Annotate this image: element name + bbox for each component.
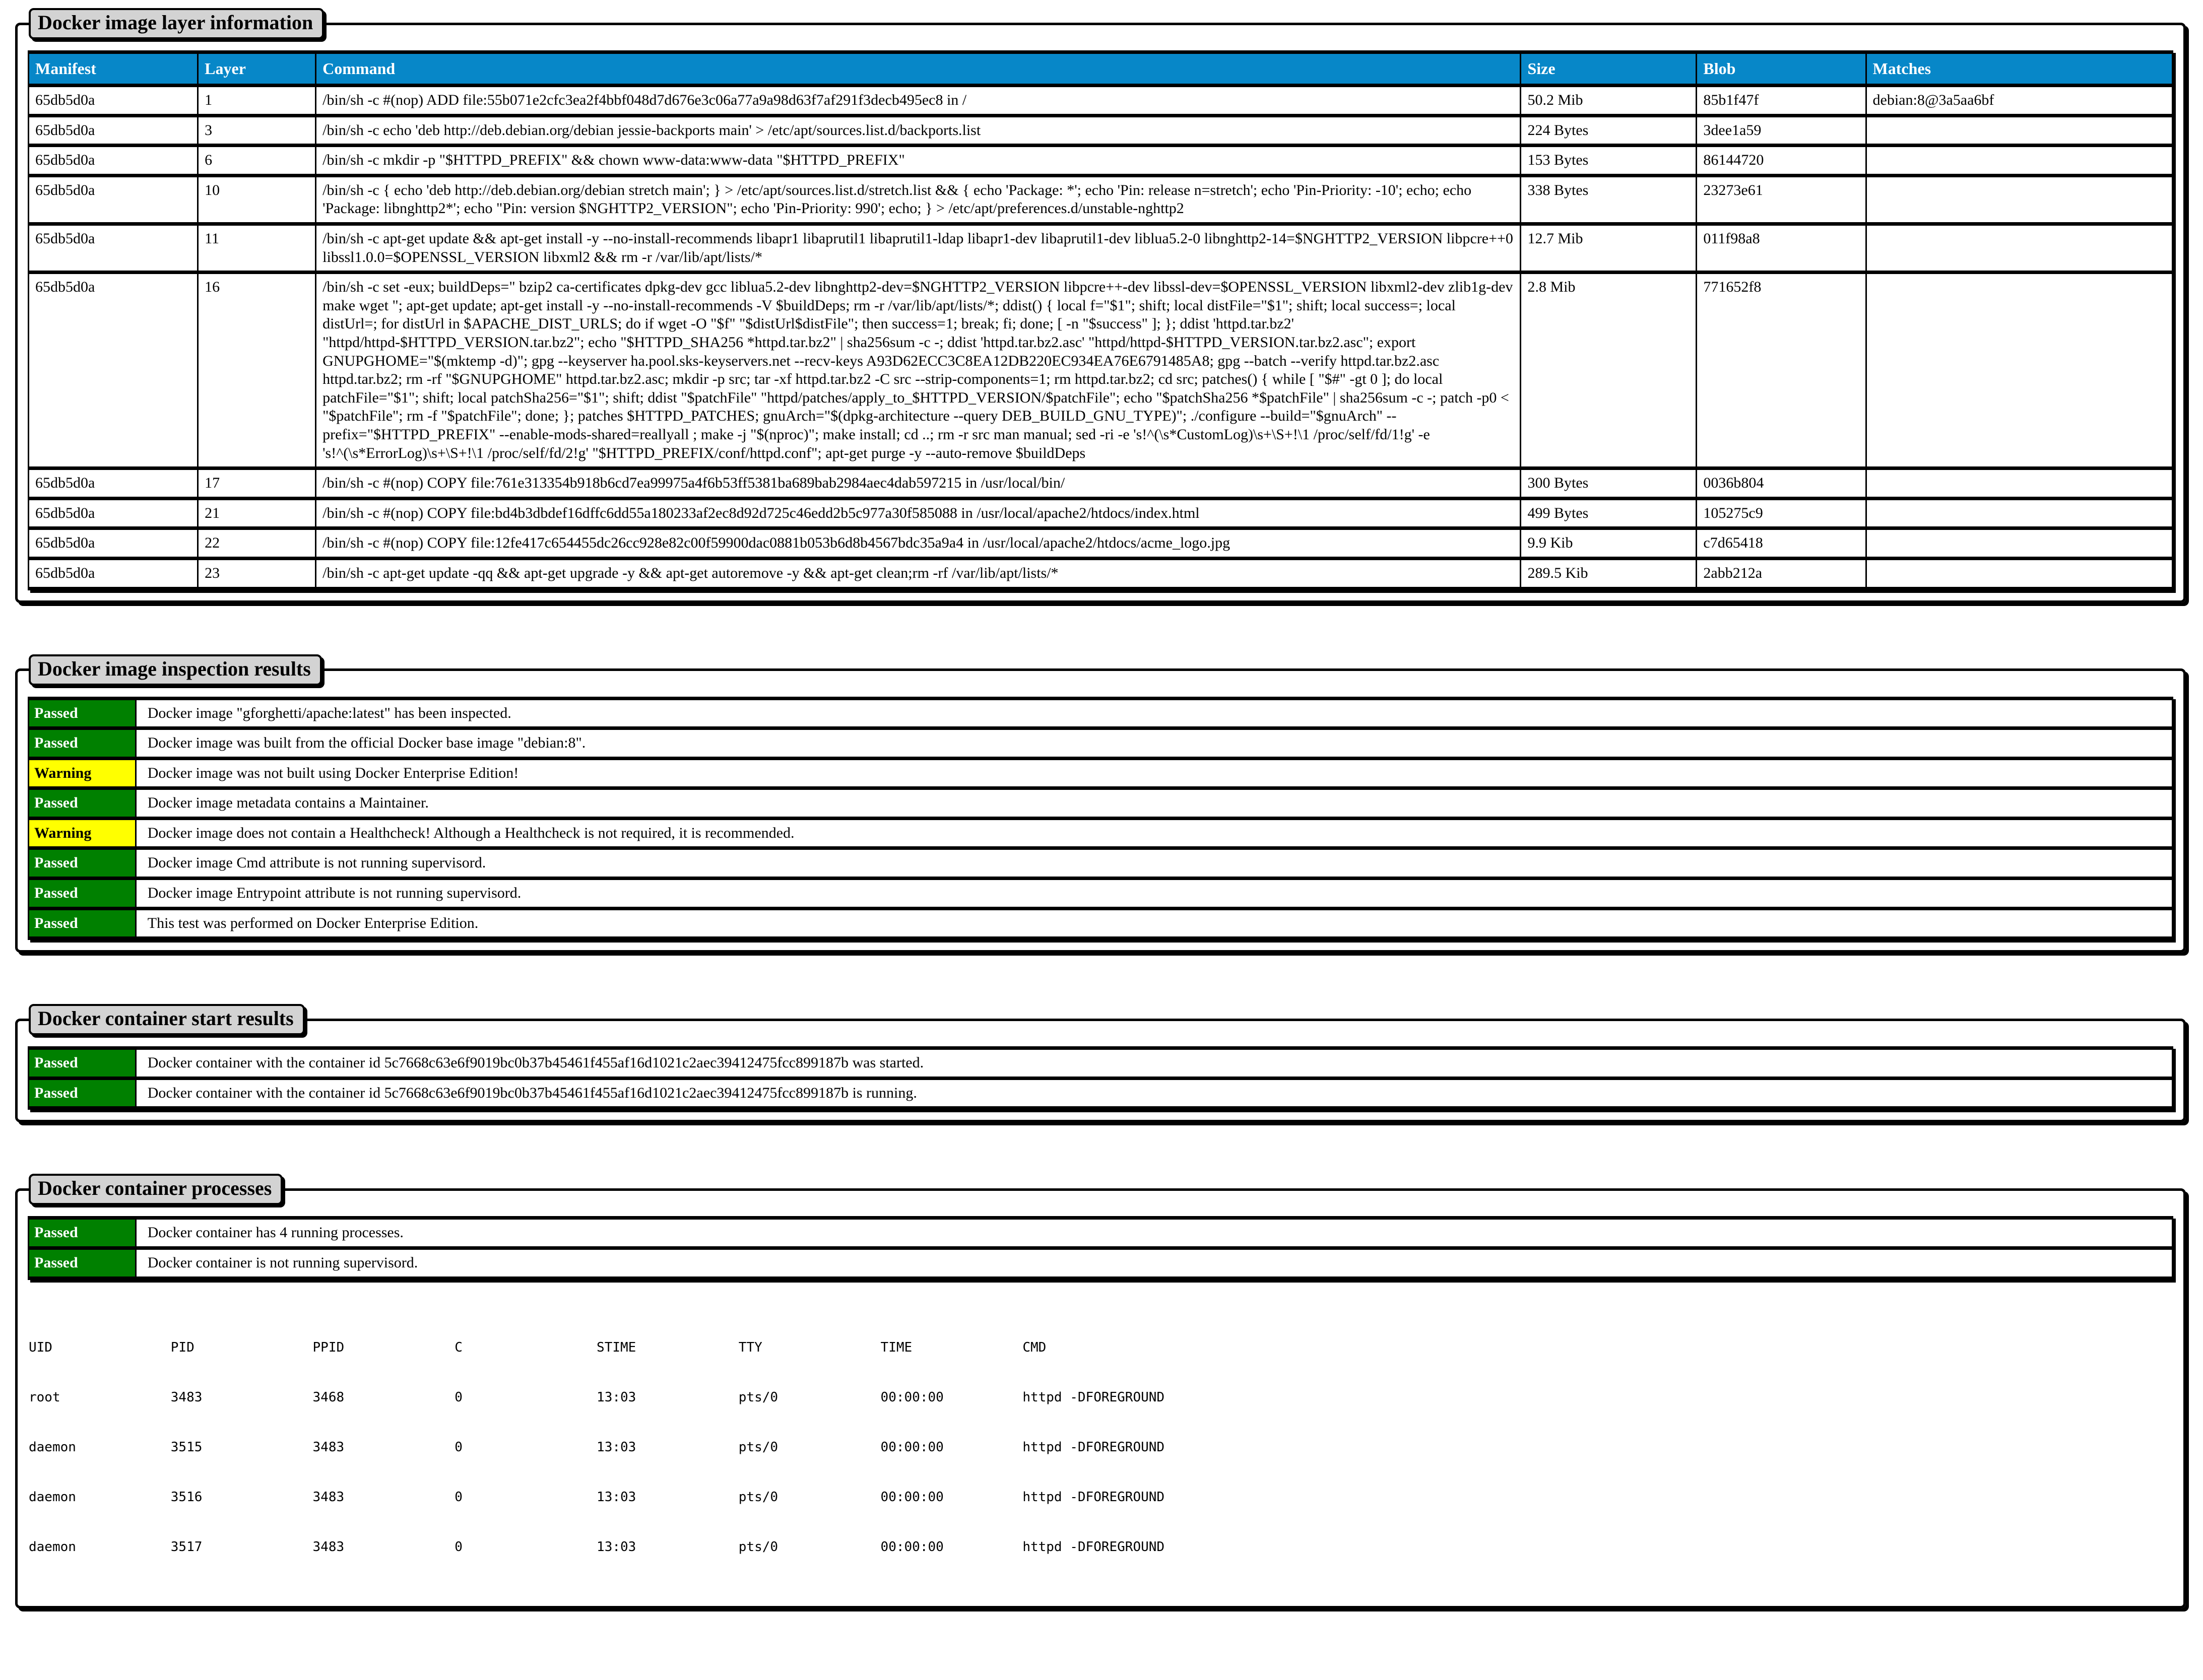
matches-cell — [1866, 558, 2172, 588]
status-message: Docker image "gforghetti/apache:latest" has been inspected. — [136, 698, 2172, 728]
size-cell: 338 Bytes — [1521, 175, 1697, 224]
command-cell: /bin/sh -c set -eux; buildDeps=" bzip2 ca-certificates dpkg-dev gcc liblua5.2-dev libnghttp2-dev=$NGHTTP2_VERSION libpcre++-dev libssl-dev=$OPENSSL_VERSION libxml2-dev zlib1g-dev make wget "; apt-get update; apt-get install -y --no-install-recommends -V $buildDeps; rm -r /var/lib/apt/lists/*; ddist() { local f="$1"; shift; local distFile="$1"; shift; local success=; local distUrl=; for distUrl in $APACHE_DIST_URLS; do if wget -O "$f" "$distUrl$distFile"; then success=1; break; fi; done; [ -n "$success" ]; }; ddist 'httpd.tar.bz2' "httpd/httpd-$HTTPD_VERSION.tar.bz2"; echo "$HTTPD_SHA256 *httpd.tar.bz2" | sha256sum -c -; ddist 'httpd.tar.bz2.asc' "httpd/httpd-$HTTPD_VERSION.tar.bz2.asc"; export GNUPGHOME="$(mktemp -d)"; gpg --keyserver ha.pool.sks-keyservers.net --recv-keys A93D62ECC3C8EA12DB220EC934EA76E6791485A8; gpg --batch --verify httpd.tar.bz2.asc httpd.tar.bz2; rm -rf "$GNUPGHOME" httpd.tar.bz2.asc; mkdir -p src; tar -xf httpd.tar.bz2 -C src --strip-components=1; rm httpd.tar.bz2; cd src; patches() { while [ "$#" -gt 0 ]; do local patchFile="$1"; shift; local patchSha256="$1"; shift; ddist "$patchFile" "httpd/patches/apply_to_$HTTPD_VERSION/$patchFile"; echo "$patchSha256 *$patchFile" | sha256sum -c -; patch -p0 < "$patchFile"; rm -f "$patchFile"; done; }; patches $HTTPD_PATCHES; gnuArch="$(dpkg-architecture --query DEB_BUILD_GNU_TYPE)"; ./configure --build="$gnuArch" --prefix="$HTTPD_PREFIX" --enable-mods-shared=reallyall ; make -j "$(nproc)"; make install; cd ..; rm -r src man manual; sed -ri -e 's!^(\s*CustomLog)\s+\S+!\1 /proc/self/fd/1!g' -e 's!^(\s*ErrorLog)\s+\S+!\1 /proc/self/fd/2!g' "$HTTPD_PREFIX/conf/httpd.conf"; apt-get purge -y --auto-remove $buildDeps — [316, 273, 1521, 468]
blob-cell: 771652f8 — [1697, 273, 1866, 468]
status-message: Docker image Cmd attribute is not running supervisord. — [136, 848, 2172, 879]
manifest-cell: 65db5d0a — [29, 528, 198, 559]
status-row — [29, 728, 2173, 759]
size-cell: 289.5 Kib — [1521, 558, 1697, 588]
command-cell: /bin/sh -c #(nop) ADD file:55b071e2cfc3ea2f4bbf048d7d676e3c06a77a9a98d63f7af291f3decb495ec8 in / — [316, 86, 1521, 116]
blob-cell: 011f98a8 — [1697, 224, 1866, 273]
status-message: Docker container is not running supervisord. — [136, 1248, 2172, 1279]
layer-cell: 21 — [198, 498, 316, 528]
command-cell: /bin/sh -c echo 'deb http://deb.debian.org/debian jessie-backports main' > /etc/apt/sources.list.d/backports.list — [316, 115, 1521, 146]
status-badge: Warning — [29, 758, 136, 788]
manifest-cell: 65db5d0a — [29, 86, 198, 116]
container-start-title: Docker container start results — [29, 1004, 305, 1035]
status-row — [29, 1218, 2173, 1248]
status-message: Docker container with the container id 5c7668c63e6f9019bc0b37b45461f455af16d1021c2aec39412475fcc899187b is running. — [136, 1078, 2172, 1108]
status-row — [29, 818, 2173, 848]
layer-cell: 16 — [198, 273, 316, 468]
blob-cell: 0036b804 — [1697, 468, 1866, 499]
blob-cell: 86144720 — [1697, 146, 1866, 176]
status-badge: Passed — [29, 908, 136, 938]
status-badge: Passed — [29, 728, 136, 759]
column-header-manifest: Manifest — [29, 52, 198, 86]
command-cell: /bin/sh -c #(nop) COPY file:12fe417c654455dc26cc928e82c00f59900dac0881b053b6d8b4567bdc35a9a4 in /usr/local/apache2/htdocs/acme_logo.jpg — [316, 528, 1521, 559]
status-message: Docker image Entrypoint attribute is not running supervisord. — [136, 879, 2172, 909]
command-cell: /bin/sh -c #(nop) COPY file:bd4b3dbdef16dffc6dd55a180233af2ec8d92d725c46edd2b5c977a30f585088 in /usr/local/apache2/htdocs/index.html — [316, 498, 1521, 528]
blob-cell: 3dee1a59 — [1697, 115, 1866, 146]
layer-cell: 11 — [198, 224, 316, 273]
matches-cell — [1866, 528, 2172, 559]
layer-row — [29, 273, 2173, 468]
layer-cell: 23 — [198, 558, 316, 588]
size-cell: 12.7 Mib — [1521, 224, 1697, 273]
layer-row — [29, 86, 2173, 116]
size-cell: 224 Bytes — [1521, 115, 1697, 146]
status-row — [29, 908, 2173, 938]
inspection-results-section — [15, 654, 2186, 953]
command-cell: /bin/sh -c apt-get update -qq && apt-get upgrade -y && apt-get autoremove -y && apt-get clean;rm -rf /var/lib/apt/lists/* — [316, 558, 1521, 588]
command-cell: /bin/sh -c #(nop) COPY file:761e313354b918b6cd7ea99975a4f6b53ff5381ba689bab2984aec4dab597215 in /usr/local/bin/ — [316, 468, 1521, 499]
blob-cell: 2abb212a — [1697, 558, 1866, 588]
inspection-results-title: Docker image inspection results — [29, 654, 322, 686]
command-cell: /bin/sh -c apt-get update && apt-get install -y --no-install-recommends libapr1 libaprutil1 libaprutil1-ldap libapr1-dev libaprutil1-dev liblua5.2-0 libnghttp2-14=$NGHTTP2_VERSION libpcre++0 libssl1.0.0=$OPENSSL_VERSION libxml2 && rm -r /var/lib/apt/lists/* — [316, 224, 1521, 273]
status-message: Docker container has 4 running processes. — [136, 1218, 2172, 1248]
status-row — [29, 698, 2173, 728]
layer-info-title: Docker image layer information — [29, 8, 324, 39]
column-header-command: Command — [316, 52, 1521, 86]
blob-cell: 23273e61 — [1697, 175, 1866, 224]
process-listing-row: root 3483 3468 0 13:03 pts/0 00:00:00 httpd -DFOREGROUND — [29, 1389, 1165, 1405]
process-listing-row: daemon 3516 3483 0 13:03 pts/0 00:00:00 httpd -DFOREGROUND — [29, 1489, 1165, 1505]
process-listing-row: daemon 3515 3483 0 13:03 pts/0 00:00:00 httpd -DFOREGROUND — [29, 1439, 1165, 1455]
size-cell: 499 Bytes — [1521, 498, 1697, 528]
container-start-table — [28, 1046, 2173, 1110]
status-badge: Passed — [29, 698, 136, 728]
size-cell: 50.2 Mib — [1521, 86, 1697, 116]
matches-cell: debian:8@3a5aa6bf — [1866, 86, 2172, 116]
status-row — [29, 879, 2173, 909]
layer-table-header-row — [29, 52, 2173, 86]
layer-cell: 3 — [198, 115, 316, 146]
status-row — [29, 788, 2173, 819]
layer-row — [29, 175, 2173, 224]
status-badge: Passed — [29, 1078, 136, 1108]
matches-cell — [1866, 146, 2172, 176]
matches-cell — [1866, 224, 2172, 273]
status-row — [29, 1078, 2173, 1108]
column-header-layer: Layer — [198, 52, 316, 86]
command-cell: /bin/sh -c mkdir -p "$HTTPD_PREFIX" && chown www-data:www-data "$HTTPD_PREFIX" — [316, 146, 1521, 176]
status-badge: Passed — [29, 1248, 136, 1279]
process-listing-header: UID PID PPID C STIME TTY TIME CMD — [29, 1339, 1047, 1355]
status-row — [29, 758, 2173, 788]
blob-cell: 85b1f47f — [1697, 86, 1866, 116]
status-message: Docker image was built from the official Docker base image "debian:8". — [136, 728, 2172, 759]
manifest-cell: 65db5d0a — [29, 498, 198, 528]
blob-cell: c7d65418 — [1697, 528, 1866, 559]
manifest-cell: 65db5d0a — [29, 273, 198, 468]
layer-row — [29, 498, 2173, 528]
status-message: Docker image metadata contains a Maintainer. — [136, 788, 2172, 819]
manifest-cell: 65db5d0a — [29, 224, 198, 273]
column-header-size: Size — [1521, 52, 1697, 86]
layer-cell: 1 — [198, 86, 316, 116]
status-badge: Passed — [29, 788, 136, 819]
status-badge: Passed — [29, 848, 136, 879]
size-cell: 300 Bytes — [1521, 468, 1697, 499]
layer-table — [28, 50, 2173, 590]
layer-cell: 17 — [198, 468, 316, 499]
status-row — [29, 1248, 2173, 1279]
matches-cell — [1866, 273, 2172, 468]
inspection-results-table — [28, 697, 2173, 940]
manifest-cell: 65db5d0a — [29, 468, 198, 499]
process-listing-row: daemon 3517 3483 0 13:03 pts/0 00:00:00 httpd -DFOREGROUND — [29, 1539, 1165, 1555]
container-start-section — [15, 1004, 2186, 1122]
layer-row — [29, 528, 2173, 559]
manifest-cell: 65db5d0a — [29, 175, 198, 224]
size-cell: 9.9 Kib — [1521, 528, 1697, 559]
layer-row — [29, 558, 2173, 588]
status-message: Docker container with the container id 5c7668c63e6f9019bc0b37b45461f455af16d1021c2aec39412475fcc899187b was started. — [136, 1048, 2172, 1079]
container-processes-section — [15, 1174, 2186, 1608]
container-processes-title: Docker container processes — [29, 1174, 283, 1205]
command-cell: /bin/sh -c { echo 'deb http://deb.debian.org/debian stretch main'; } > /etc/apt/sources.list.d/stretch.list && { echo 'Package: *'; echo 'Pin: release n=stretch'; echo 'Pin-Priority: -10'; echo; echo 'Package: libnghttp2*'; echo "Pin: version $NGHTTP2_VERSION"; echo 'Pin-Priority: 990'; echo; } > /etc/apt/preferences.d/unstable-nghttp2 — [316, 175, 1521, 224]
matches-cell — [1866, 115, 2172, 146]
container-processes-table — [28, 1216, 2173, 1280]
status-row — [29, 1048, 2173, 1079]
matches-cell — [1866, 498, 2172, 528]
status-badge: Passed — [29, 879, 136, 909]
status-message: Docker image does not contain a Healthcheck! Although a Healthcheck is not required, it is recommended. — [136, 818, 2172, 848]
layer-cell: 6 — [198, 146, 316, 176]
column-header-matches: Matches — [1866, 52, 2172, 86]
manifest-cell: 65db5d0a — [29, 146, 198, 176]
status-badge: Warning — [29, 818, 136, 848]
layer-row — [29, 468, 2173, 499]
layer-row — [29, 146, 2173, 176]
column-header-blob: Blob — [1697, 52, 1866, 86]
status-row — [29, 848, 2173, 879]
layer-row — [29, 115, 2173, 146]
matches-cell — [1866, 468, 2172, 499]
status-badge: Passed — [29, 1218, 136, 1248]
size-cell: 153 Bytes — [1521, 146, 1697, 176]
status-badge: Passed — [29, 1048, 136, 1079]
status-message: This test was performed on Docker Enterprise Edition. — [136, 908, 2172, 938]
status-message: Docker image was not built using Docker Enterprise Edition! — [136, 758, 2172, 788]
matches-cell — [1866, 175, 2172, 224]
layer-cell: 22 — [198, 528, 316, 559]
layer-row — [29, 224, 2173, 273]
process-listing — [29, 1306, 2173, 1589]
layer-info-section — [15, 8, 2186, 603]
manifest-cell: 65db5d0a — [29, 115, 198, 146]
blob-cell: 105275c9 — [1697, 498, 1866, 528]
size-cell: 2.8 Mib — [1521, 273, 1697, 468]
manifest-cell: 65db5d0a — [29, 558, 198, 588]
layer-cell: 10 — [198, 175, 316, 224]
